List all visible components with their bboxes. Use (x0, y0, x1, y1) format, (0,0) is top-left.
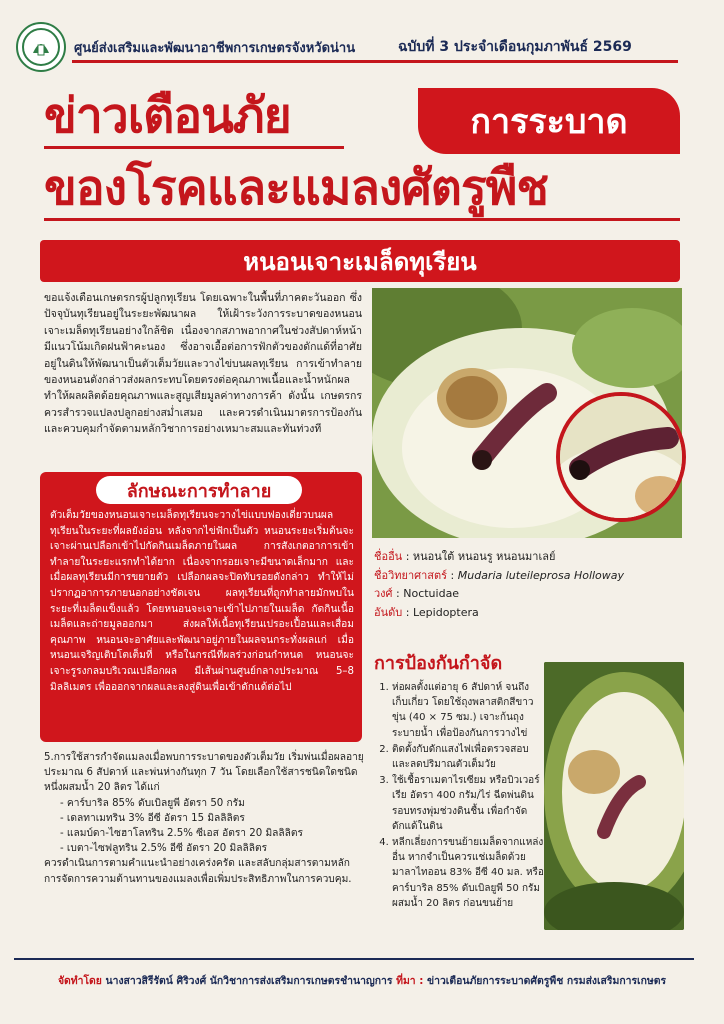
larva-closeup-image (560, 396, 682, 518)
damage-section (40, 472, 362, 742)
order-value: Lepidoptera (412, 605, 479, 619)
title-line-1: ข่าวเตือนภัย (44, 88, 291, 144)
damage-paragraph: ตัวเต็มวัยของหนอนเจาะเมล็ดทุเรียนจะวางไข่แบบฟองเดี่ยวบนผลทุเรียนในระยะที่ผลยังอ่อน หลังจากไข่ฟักเป็นตัว หนอนระยะเริ่มต้นจะเจาะผ่านเปลือกเข้าไปกัดกินเมล็ดภายในผล การสังเกตอาการเข้าทำลายในระยะแรกทำได้ยาก เนื่องจากรอยเจาะมีขนาดเล็กมาก และเมื่อผลทุเรียนมีการขยายตัว เปลือกผลจะปิดทับรอยดังกล่าว ทำให้ไม่ปรากฏอาการภายนอกอย่างชัดเจน ผลทุเรียนที่ถูกทำลายมักพบในระยะที่เมล็ดแข็งแล้ว โดยหนอนจะเจาะเข้าไปภายในเมล็ด กัดกินเนื้อเมล็ดและถ่ายมูลออกมา ส่งผลให้เนื้อทุเรียนเปรอะเปื้อนและเสื่อมคุณภาพ หนอนจะอาศัยและพัฒนาอยู่ภายในผลจนกระทั่งผลแก่ เมื่อหนอนเจริญเติบโตเต็มที่ หรือในกรณีที่ผลร่วงก่อนกำหนด หนอนจะเจาะรูรงกลมบริเวณเปลือกผล มีเส้นผ่านศูนย์กลางประมาณ 5–8 มิลลิเมตร เพื่อออกจากผลและลงสู่ดินเพื่อเข้าดักแด้ต่อไป (50, 510, 354, 693)
issue-prefix: ฉบับที่ 3 (398, 39, 455, 55)
source-label: ที่มา : (396, 975, 424, 987)
pest-name-banner (40, 240, 680, 282)
prevention-heading: การป้องกันกำจัด (374, 653, 503, 674)
order-row: อันดับ : Lepidoptera (374, 605, 479, 619)
intro-paragraph: ขอแจ้งเตือนเกษตรกรผู้ปลูกทุเรียน โดยเฉพาะในพื้นที่ภาคตะวันออก ซึ่งปัจจุบันทุเรียนอยู่ในระยะพัฒนาผล ให้เฝ้าระวังการระบาดของหนอนเจาะเมล็ดทุเรียนอย่างใกล้ชิด เนื่องจากสภาพอากาศในช่วงสัปดาห์หน้ามีแนวโน้มเกิดฝนฟ้าคะนอง ซึ่งอาจเอื้อต่อการฟักตัวของดักแด้ที่อาศัยอยู่ในดินให้พัฒนาเป็นตัวเต็มวัยและวางไข่บนผลทุเรียน การเข้าทำลายของหนอนดังกล่าวส่งผลกระทบโดยตรงต่อคุณภาพเนื้อและน้ำหนักผล ทำให้ผลผลิตด้อยคุณภาพและสูญเสียมูลค่าทางการค้า ดังนั้น เกษตรกรควรสำรวจแปลงปลูกอย่างสม่ำเสมอ และควรดำเนินมาตรการป้องกันและควบคุมกำจัดตามหลักวิชาการอย่างเหมาะสมและทันท่วงที (44, 292, 362, 436)
family-value: Noctuidae (403, 587, 460, 601)
list-item: - แลมบ์ดา-ไซฮาโลทริน 2.5% ซีเอส อัตรา 20 มิลลิลิตร (60, 826, 364, 841)
damage-heading-pill (96, 476, 302, 504)
issue-number (398, 36, 632, 58)
title-underline (44, 146, 344, 149)
sci-name-value: Mudaria luteileprosa Holloway (457, 568, 625, 582)
list-item: - คาร์บาริล 85% ดับเบิลยูพี อัตรา 50 กรัม (60, 796, 364, 811)
list-item: - เดลทาเมทริน 3% อีซี อัตรา 15 มิลลิลิตร (60, 811, 364, 826)
larva-closeup-inset (556, 392, 686, 522)
durian-damage-photo (544, 662, 684, 930)
taxonomy-info (374, 548, 684, 622)
agency-logo (16, 22, 66, 72)
damage-heading: ลักษณะการทำลาย (126, 480, 272, 502)
footer-divider (14, 958, 694, 960)
title-line-2: ของโรคและแมลงศัตรูพืช (44, 160, 548, 216)
list-item: 2. ติดตั้งกับดักแสงไฟเพื่อตรวจสอบและลดปริมาณตัวเต็มวัย (392, 742, 544, 772)
alt-name-value: หนอนใต้ หนอนรู หนอนมาเลย์ (412, 550, 556, 563)
family-label: วงศ์ (374, 587, 393, 601)
chemical-list (44, 796, 364, 857)
family-row: วงศ์ : Noctuidae (374, 587, 460, 601)
sci-name-label: ชื่อวิทยาศาสตร์ (374, 568, 448, 582)
title-tag: การระบาด (418, 88, 680, 154)
durian-cut-image (544, 662, 684, 930)
order-label: อันดับ (374, 605, 403, 619)
alt-name-label: ชื่ออื่น (374, 550, 403, 563)
list-item: - เบตา-ไซฟลูทริน 2.5% อีซี อัตรา 20 มิลลิลิตร (60, 841, 364, 856)
prevention-list (378, 680, 544, 912)
title-underline (44, 218, 680, 221)
chemical-control (44, 750, 364, 887)
alt-name-row: ชื่ออื่น : หนอนใต้ หนอนรู หนอนมาเลย์ (374, 550, 556, 563)
chemical-lead: 5.การใช้สารกำจัดแมลงเมื่อพบการระบาดของตัวเต็มวัย เริ่มพ่นเมื่อผลอายุประมาณ 6 สัปดาห์ และพ่นห่างกันทุก 7 วัน โดยเลือกใช้สารชนิดใดชนิดหนึ่งผสมน้ำ 20 ลิตร ได้แก่ (44, 752, 364, 794)
list-item: 3. ใช้เชื้อราเมตาไรเซียม หรือบิวเวอร์เรีย อัตรา 400 กรัม/ไร่ ฉีดพ่นดินรอบทรงพุ่มช่วงดินชื้น เพื่อกำจัดดักแด้ในดิน (392, 773, 544, 834)
chemical-note: ควรดำเนินการตามคำแนะนำอย่างเคร่งครัด และสลับกลุ่มสารตามหลักการจัดการความต้านทานของแมลงเพื่อเพิ่มประสิทธิภาพในการควบคุม. (44, 858, 352, 885)
footer-credit (14, 972, 710, 989)
sci-name-row: ชื่อวิทยาศาสตร์ : Mudaria luteileprosa Holloway (374, 568, 625, 582)
source-value: ข่าวเตือนภัยการระบาดศัตรูพืช กรมส่งเสริมการเกษตร (427, 975, 667, 987)
list-item: 4. หลีกเลี่ยงการขนย้ายเมล็ดจากแหล่งอื่น หากจำเป็นควรแช่เมล็ดด้วยมาลาไทออน 83% อีซี 40 มล. หรือคาร์บาริล 85% ดับเบิลยูพี 50 กรัม ผสมน้ำ 20 ลิตร ก่อนขนย้าย (392, 835, 544, 911)
list-item: 1. ห่อผลตั้งแต่อายุ 6 สัปดาห์ จนถึงเก็บเกี่ยว โดยใช้ถุงพลาสติกสีขาวขุ่น (40 × 75 ซม.) เจาะก้นถุงระบายน้ำ เพื่อป้องกันการวางไข่ (392, 680, 544, 741)
credit-label: จัดทำโดย (57, 975, 102, 987)
pest-name: หนอนเจาะเมล็ดทุเรียน (243, 247, 477, 276)
credit-value: นางสาวสิรีรัตน์ ศิริวงศ์ นักวิชาการส่งเสริมการเกษตรชำนาญการ (105, 975, 393, 987)
emblem-icon (21, 27, 61, 67)
issue-month: ประจำเดือนกุมภาพันธ์ 2569 (454, 39, 632, 55)
org-name: ศูนย์ส่งเสริมและพัฒนาอาชีพการเกษตรจังหวัดน่าน (74, 41, 356, 56)
header-divider (72, 60, 678, 63)
